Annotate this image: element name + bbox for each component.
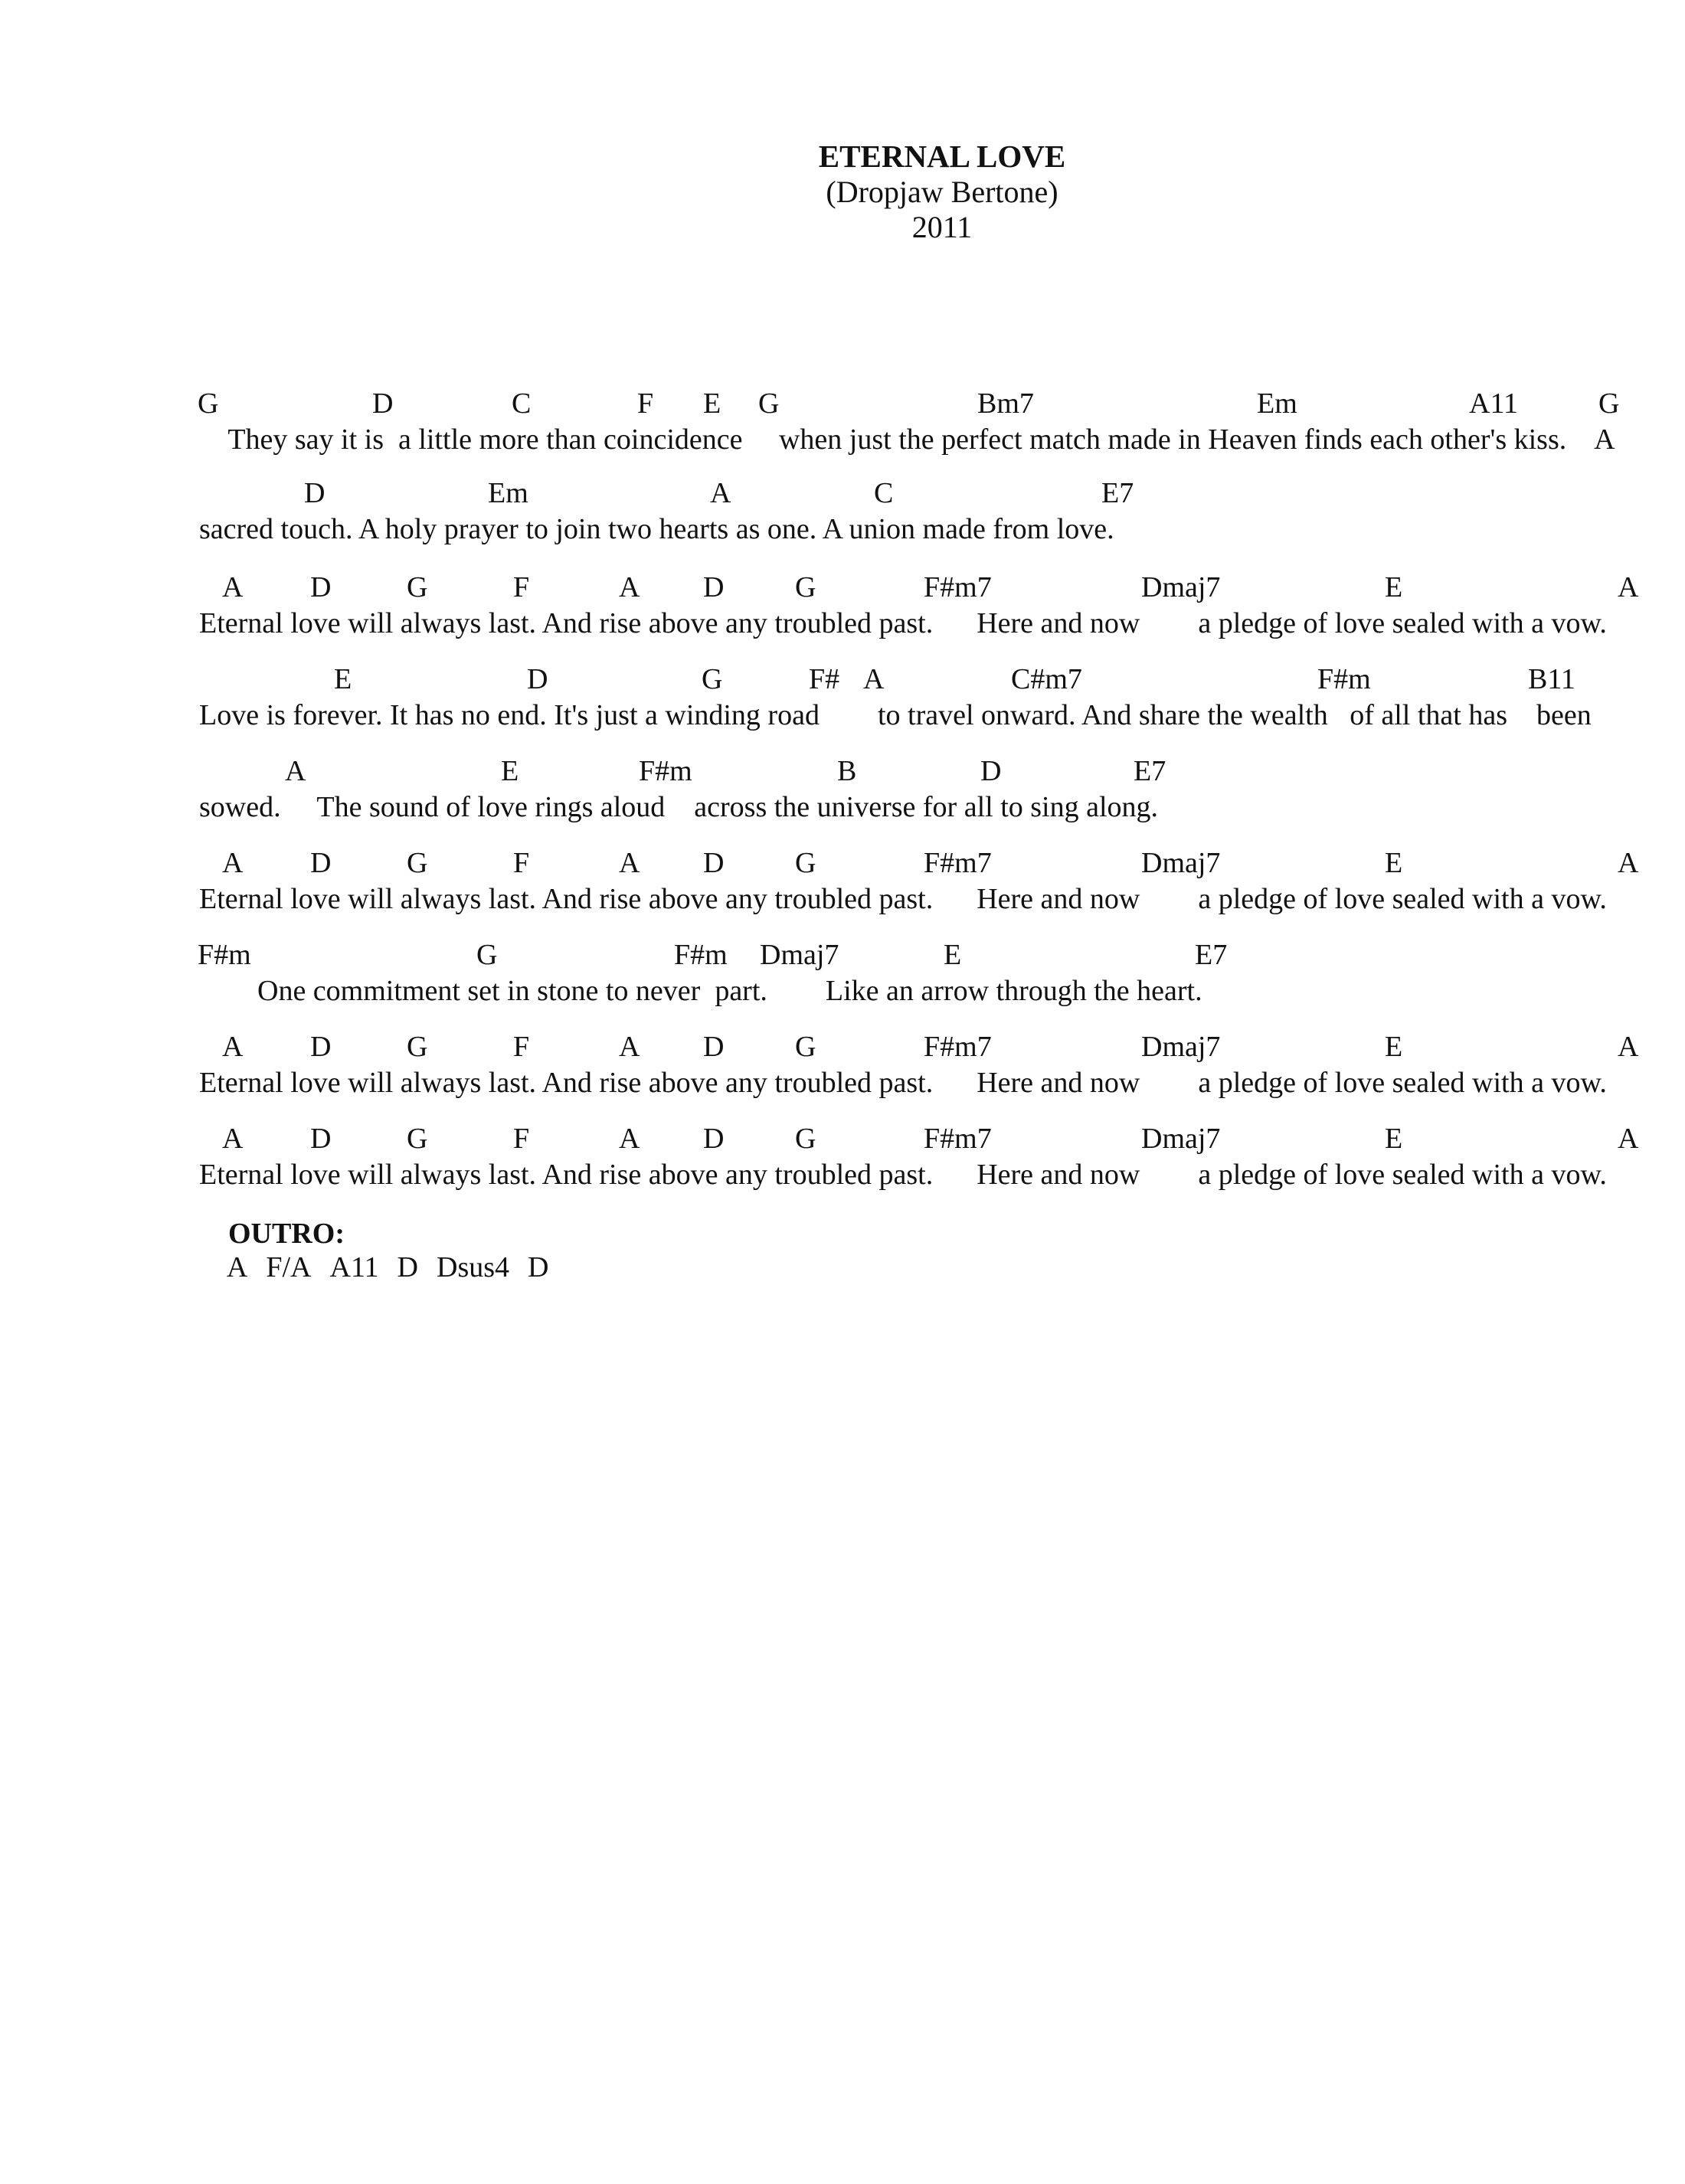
chord-label: D — [310, 847, 332, 879]
chord-label: F#m — [1317, 663, 1371, 695]
chord-label: A — [619, 847, 640, 879]
chord-label: F#m7 — [924, 571, 992, 603]
chord-label: E — [944, 939, 962, 971]
lyric-line: sacred touch. A holy prayer to join two hearts as one. A union made from love. — [199, 513, 1114, 545]
chord-label: Em — [1257, 387, 1297, 420]
chord-label: F — [513, 847, 530, 879]
chord-label: G — [758, 387, 780, 420]
chord-label: F#m7 — [924, 1123, 992, 1155]
chord-label: A — [1618, 847, 1639, 879]
lyric-line: They say it is a little more than coincidence when just the perfect match made in Heaven finds each other's kiss. A — [199, 423, 1615, 456]
chord-label: A — [285, 755, 306, 787]
chord-label: E — [501, 755, 519, 787]
chord-label: F#m — [198, 939, 251, 971]
lyric-line: Eternal love will always last. And rise above any troubled past. Here and now a pledge of love sealed with a vow. — [199, 1067, 1607, 1099]
chord-label: Dmaj7 — [1141, 1031, 1221, 1063]
chord-label: Bm7 — [977, 387, 1034, 420]
chord-label: G — [702, 663, 723, 695]
chord-label: A — [222, 1031, 244, 1063]
chord-label: A — [710, 477, 731, 509]
lyric-line: Eternal love will always last. And rise above any troubled past. Here and now a pledge of love sealed with a vow. — [199, 1159, 1607, 1191]
chord-label: G — [1598, 387, 1620, 420]
outro-chord: F/A — [266, 1251, 312, 1283]
chord-label: G — [407, 571, 428, 603]
chord-label: A — [222, 571, 244, 603]
chord-label: F — [637, 387, 654, 420]
chord-label: A — [1618, 1031, 1639, 1063]
outro-chord: A11 — [329, 1251, 379, 1283]
lyric-line: One commitment set in stone to never part. Like an arrow through the heart. — [199, 975, 1202, 1007]
chord-label: A — [1618, 571, 1639, 603]
chord-label: E7 — [1101, 477, 1134, 509]
chord-label: E — [334, 663, 352, 695]
chord-label: B — [837, 755, 857, 787]
chord-label: F — [513, 1123, 530, 1155]
chord-label: E — [1385, 847, 1403, 879]
lyric-line: Eternal love will always last. And rise above any troubled past. Here and now a pledge of love sealed with a vow. — [199, 883, 1607, 915]
chord-label: F#m — [639, 755, 692, 787]
chord-label: A — [222, 847, 244, 879]
outro-chords — [227, 1251, 568, 1283]
chord-label: D — [703, 847, 725, 879]
chord-label: E — [703, 387, 721, 420]
chord-label: E7 — [1195, 939, 1228, 971]
chord-label: G — [795, 847, 816, 879]
song-year: 2011 — [911, 210, 973, 244]
lyric-line: Love is forever. It has no end. It's just a winding road to travel onward. And share the wealth of all that has been — [199, 699, 1592, 731]
chord-label: A — [1618, 1123, 1639, 1155]
chord-label: Dmaj7 — [760, 939, 839, 971]
chord-label: A11 — [1469, 387, 1519, 420]
chord-label: E — [1385, 1123, 1403, 1155]
chord-label: F# — [809, 663, 840, 695]
outro-label: OUTRO: — [228, 1218, 345, 1250]
chord-label: G — [795, 1031, 816, 1063]
chord-label: F#m — [674, 939, 728, 971]
chord-label: D — [372, 387, 394, 420]
chord-label: A — [619, 1123, 640, 1155]
outro-chord: A — [226, 1251, 248, 1283]
chord-label: E7 — [1134, 755, 1166, 787]
lyric-line: sowed. The sound of love rings aloud across the universe for all to sing along. — [199, 791, 1159, 823]
chord-label: G — [407, 847, 428, 879]
chord-label: F#m7 — [924, 847, 992, 879]
chord-label: Dmaj7 — [1141, 847, 1221, 879]
chord-label: A — [863, 663, 885, 695]
outro-chord: D — [397, 1251, 418, 1283]
chord-label: D — [527, 663, 548, 695]
outro-chord: Dsus4 — [437, 1251, 510, 1283]
chord-label: G — [795, 1123, 816, 1155]
chord-label: F#m7 — [924, 1031, 992, 1063]
title-block — [0, 138, 1685, 245]
chord-label: C — [512, 387, 532, 420]
chord-label: C#m7 — [1011, 663, 1082, 695]
chord-label: D — [703, 1123, 725, 1155]
chord-label: F — [513, 1031, 530, 1063]
chord-label: Dmaj7 — [1141, 571, 1221, 603]
chord-label: G — [407, 1123, 428, 1155]
chord-label: G — [198, 387, 219, 420]
chord-label: A — [222, 1123, 244, 1155]
chord-label: E — [1385, 1031, 1403, 1063]
chord-label: D — [980, 755, 1002, 787]
chord-label: D — [703, 1031, 725, 1063]
chord-label: A — [619, 1031, 640, 1063]
song-author: (Dropjaw Bertone) — [826, 175, 1058, 209]
outro — [199, 1183, 567, 1318]
chord-label: D — [310, 571, 332, 603]
chord-label: D — [304, 477, 326, 509]
chord-label: F — [513, 571, 530, 603]
chord-label: Em — [488, 477, 528, 509]
chord-label: D — [310, 1031, 332, 1063]
song-title: ETERNAL LOVE — [818, 139, 1066, 174]
outro-chord: D — [528, 1251, 549, 1283]
chord-label: B11 — [1528, 663, 1575, 695]
chord-label: G — [476, 939, 498, 971]
chord-label: Dmaj7 — [1141, 1123, 1221, 1155]
chord-label: G — [407, 1031, 428, 1063]
chord-label: G — [795, 571, 816, 603]
lyric-line: Eternal love will always last. And rise above any troubled past. Here and now a pledge of love sealed with a vow. — [199, 607, 1607, 639]
chord-label: C — [874, 477, 894, 509]
chord-label: E — [1385, 571, 1403, 603]
chord-label: D — [703, 571, 725, 603]
chord-label: D — [310, 1123, 332, 1155]
chord-label: A — [619, 571, 640, 603]
